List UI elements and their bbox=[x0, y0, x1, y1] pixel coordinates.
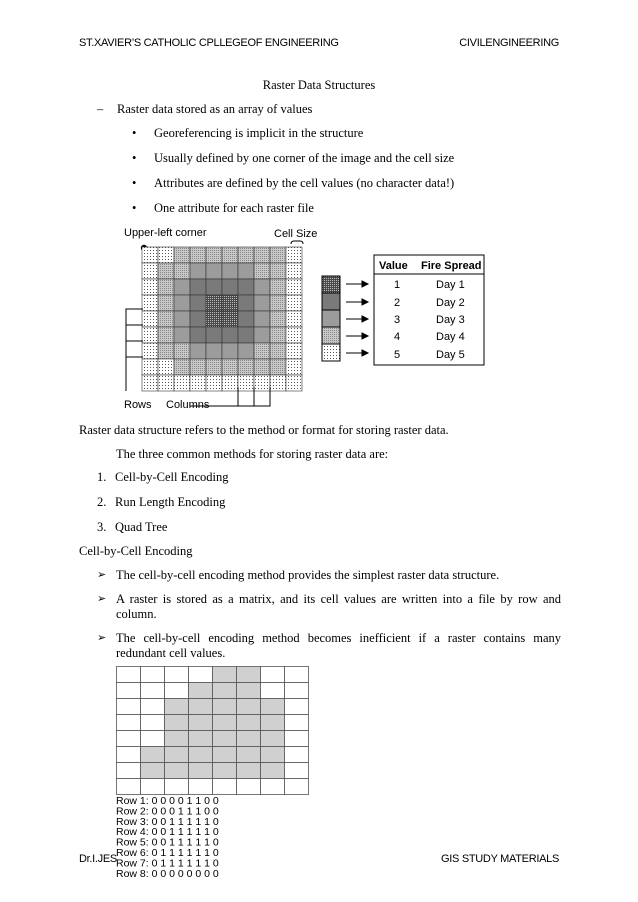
raster-cell bbox=[174, 327, 190, 343]
grid-cell bbox=[189, 667, 213, 683]
methods-list bbox=[97, 470, 229, 545]
raster-cell bbox=[206, 343, 222, 359]
grid-cell bbox=[261, 715, 285, 731]
raster-cell bbox=[142, 311, 158, 327]
point-item: ➢ The cell-by-cell encoding method provides the simplest raster data structure. bbox=[97, 568, 500, 582]
raster-cell bbox=[158, 311, 174, 327]
legend-swatches bbox=[322, 276, 340, 361]
raster-cell bbox=[270, 375, 286, 391]
raster-cell bbox=[206, 263, 222, 279]
raster-cell bbox=[190, 311, 206, 327]
grid-cell bbox=[117, 667, 141, 683]
raster-cell bbox=[270, 279, 286, 295]
grid-cell bbox=[141, 699, 165, 715]
legend-value: 1 bbox=[394, 279, 401, 291]
grid-cell bbox=[165, 699, 189, 715]
grid-cell bbox=[285, 779, 309, 795]
legend-value: 5 bbox=[394, 349, 401, 361]
raster-cell bbox=[158, 343, 174, 359]
grid-cell bbox=[141, 715, 165, 731]
raster-cell bbox=[174, 343, 190, 359]
raster-cell bbox=[238, 263, 254, 279]
raster-cell bbox=[142, 343, 158, 359]
grid-cell bbox=[189, 779, 213, 795]
raster-cell bbox=[206, 327, 222, 343]
raster-cell bbox=[190, 375, 206, 391]
grid-cell bbox=[213, 763, 237, 779]
raster-cell bbox=[286, 311, 302, 327]
grid-cell bbox=[237, 715, 261, 731]
raster-cell bbox=[174, 375, 190, 391]
raster-cell bbox=[190, 343, 206, 359]
raster-cell bbox=[158, 263, 174, 279]
raster-cell bbox=[174, 359, 190, 375]
raster-cell bbox=[206, 375, 222, 391]
upper-left-label: Upper-left corner bbox=[124, 227, 207, 239]
raster-cell bbox=[286, 279, 302, 295]
raster-cell bbox=[286, 295, 302, 311]
grid-cell bbox=[285, 731, 309, 747]
raster-cell bbox=[158, 295, 174, 311]
raster-cell bbox=[222, 375, 238, 391]
section-title: Raster Data Structures bbox=[262, 78, 376, 92]
grid-cell bbox=[165, 763, 189, 779]
raster-cell bbox=[190, 327, 206, 343]
raster-cell bbox=[190, 263, 206, 279]
subsection-title: Cell-by-Cell Encoding bbox=[79, 544, 193, 558]
grid-cell bbox=[165, 683, 189, 699]
raster-cell bbox=[238, 327, 254, 343]
raster-cell bbox=[254, 295, 270, 311]
raster-cell bbox=[238, 343, 254, 359]
raster-cell bbox=[286, 327, 302, 343]
grid-cell bbox=[237, 699, 261, 715]
raster-figure bbox=[116, 222, 496, 414]
raster-cell bbox=[238, 311, 254, 327]
raster-cell bbox=[238, 247, 254, 263]
points-list bbox=[97, 568, 561, 670]
raster-cell bbox=[142, 375, 158, 391]
grid-cell bbox=[213, 667, 237, 683]
grid-cell bbox=[189, 699, 213, 715]
paragraph-definition: Raster data structure refers to the method or format for storing raster data. bbox=[79, 423, 449, 437]
raster-cell bbox=[238, 375, 254, 391]
grid-cell bbox=[117, 699, 141, 715]
row-code: Row 8: 0 0 0 0 0 0 0 0 bbox=[116, 867, 219, 880]
raster-cell bbox=[142, 359, 158, 375]
header-right: CIVILENGINEERING bbox=[459, 37, 559, 49]
raster-cell bbox=[238, 295, 254, 311]
grid-cell bbox=[141, 683, 165, 699]
raster-cell bbox=[206, 279, 222, 295]
legend-spread: Day 2 bbox=[436, 297, 465, 309]
raster-cell bbox=[254, 263, 270, 279]
raster-cell bbox=[142, 295, 158, 311]
grid-cell bbox=[237, 747, 261, 763]
raster-cell bbox=[206, 247, 222, 263]
raster-cell bbox=[174, 279, 190, 295]
grid-cell bbox=[141, 667, 165, 683]
raster-cell bbox=[286, 359, 302, 375]
method-item: 1. Cell-by-Cell Encoding bbox=[97, 470, 229, 484]
raster-cell bbox=[286, 375, 302, 391]
dash-item bbox=[97, 102, 312, 117]
legend-spread: Day 1 bbox=[436, 279, 465, 291]
legend-spread: Day 5 bbox=[436, 349, 465, 361]
raster-cell bbox=[158, 359, 174, 375]
rows-label: Rows bbox=[124, 399, 152, 411]
grid-cell bbox=[189, 747, 213, 763]
method-item: 2. Run Length Encoding bbox=[97, 495, 226, 509]
grid-cell bbox=[165, 747, 189, 763]
raster-cell bbox=[286, 343, 302, 359]
legend-value: 2 bbox=[394, 297, 401, 309]
cell-size-label: Cell Size bbox=[274, 228, 318, 240]
grid-cell bbox=[261, 683, 285, 699]
raster-cell bbox=[286, 247, 302, 263]
raster-grid bbox=[142, 247, 302, 391]
row-codes bbox=[116, 795, 219, 880]
paragraph-methods-intro: The three common methods for storing raster data are: bbox=[116, 447, 389, 461]
row-code: Row 5: 0 0 1 1 1 1 1 0 bbox=[116, 836, 219, 849]
grid-cell bbox=[165, 667, 189, 683]
legend-value: 4 bbox=[394, 331, 401, 343]
grid-cell bbox=[237, 683, 261, 699]
raster-cell bbox=[286, 263, 302, 279]
raster-cell bbox=[190, 247, 206, 263]
raster-cell bbox=[206, 359, 222, 375]
grid-cell bbox=[261, 747, 285, 763]
dash-mark: – bbox=[97, 102, 104, 116]
grid-cell bbox=[117, 715, 141, 731]
bullet-item: • Usually defined by one corner of the image and the cell size bbox=[132, 151, 455, 165]
raster-cell bbox=[222, 327, 238, 343]
grid-cell bbox=[285, 747, 309, 763]
raster-cell bbox=[190, 359, 206, 375]
raster-cell bbox=[174, 263, 190, 279]
grid-cell bbox=[165, 779, 189, 795]
raster-cell bbox=[254, 247, 270, 263]
grid-cell bbox=[189, 683, 213, 699]
raster-cell bbox=[254, 327, 270, 343]
legend-table bbox=[374, 255, 484, 365]
grid-cell bbox=[237, 779, 261, 795]
raster-cell bbox=[142, 279, 158, 295]
row-code: Row 1: 0 0 0 0 1 1 0 0 bbox=[116, 795, 219, 807]
bullet-item: • Attributes are defined by the cell values (no character data!) bbox=[132, 176, 455, 190]
raster-cell bbox=[158, 327, 174, 343]
raster-cell bbox=[254, 343, 270, 359]
legend-header-spread: Fire Spread bbox=[421, 260, 482, 272]
point-item: ➢ The cell-by-cell encoding method becomes inefficient if a raster contains many redundant cell values. bbox=[97, 631, 561, 660]
raster-cell bbox=[270, 247, 286, 263]
grid-cell bbox=[189, 715, 213, 731]
grid-cell bbox=[237, 667, 261, 683]
raster-cell bbox=[158, 247, 174, 263]
raster-cell bbox=[270, 359, 286, 375]
cell-grid bbox=[117, 667, 309, 795]
raster-cell bbox=[174, 295, 190, 311]
raster-cell bbox=[222, 359, 238, 375]
grid-cell bbox=[117, 779, 141, 795]
raster-cell bbox=[190, 295, 206, 311]
raster-cell bbox=[158, 279, 174, 295]
bullet-item: • Georeferencing is implicit in the structure bbox=[132, 126, 364, 140]
grid-cell bbox=[213, 747, 237, 763]
arrow-bullet-icon: ➢ bbox=[97, 569, 107, 581]
raster-cell bbox=[142, 247, 158, 263]
legend-arrows bbox=[346, 281, 368, 356]
grid-cell bbox=[117, 747, 141, 763]
grid-cell bbox=[285, 667, 309, 683]
raster-cell bbox=[222, 279, 238, 295]
point-item: ➢ A raster is stored as a matrix, and its cell values are written into a file by row and column. bbox=[97, 592, 561, 621]
grid-cell bbox=[285, 699, 309, 715]
row-code: Row 3: 0 0 1 1 1 1 1 0 bbox=[116, 815, 219, 828]
grid-cell bbox=[189, 763, 213, 779]
legend-header-value: Value bbox=[379, 260, 408, 272]
grid-cell bbox=[141, 779, 165, 795]
grid-cell bbox=[261, 731, 285, 747]
raster-cell bbox=[238, 279, 254, 295]
row-code: Row 4: 0 0 1 1 1 1 1 0 bbox=[116, 826, 219, 839]
columns-label: Columns bbox=[166, 399, 210, 411]
grid-cell bbox=[261, 779, 285, 795]
raster-cell bbox=[270, 263, 286, 279]
dash-item-text: Raster data stored as an array of values bbox=[117, 102, 313, 116]
raster-cell bbox=[270, 343, 286, 359]
grid-cell bbox=[261, 699, 285, 715]
arrow-bullet-icon: ➢ bbox=[97, 593, 107, 605]
grid-cell bbox=[117, 731, 141, 747]
raster-cell bbox=[222, 247, 238, 263]
grid-cell bbox=[165, 715, 189, 731]
raster-cell bbox=[222, 263, 238, 279]
raster-cell bbox=[142, 263, 158, 279]
grid-cell bbox=[261, 667, 285, 683]
grid-cell bbox=[237, 731, 261, 747]
grid-cell bbox=[141, 731, 165, 747]
raster-cell bbox=[254, 359, 270, 375]
row-code: Row 7: 0 1 1 1 1 1 1 0 bbox=[116, 857, 219, 870]
grid-cell bbox=[285, 715, 309, 731]
grid-cell bbox=[213, 699, 237, 715]
grid-cell bbox=[261, 763, 285, 779]
grid-cell bbox=[285, 683, 309, 699]
legend-value: 3 bbox=[394, 314, 401, 326]
grid-cell bbox=[213, 779, 237, 795]
bullet-item: • One attribute for each raster file bbox=[132, 201, 314, 215]
raster-cell bbox=[238, 359, 254, 375]
raster-cell bbox=[270, 327, 286, 343]
raster-cell bbox=[142, 327, 158, 343]
raster-cell bbox=[222, 295, 238, 311]
legend-spread: Day 3 bbox=[436, 314, 465, 326]
raster-cell bbox=[174, 247, 190, 263]
raster-cell bbox=[254, 375, 270, 391]
grid-cell bbox=[141, 763, 165, 779]
cell-encoding-figure bbox=[116, 666, 312, 886]
grid-cell bbox=[213, 683, 237, 699]
grid-cell bbox=[237, 763, 261, 779]
raster-cell bbox=[270, 295, 286, 311]
grid-cell bbox=[141, 747, 165, 763]
raster-cell bbox=[206, 295, 222, 311]
bullet-list bbox=[132, 126, 454, 226]
header-left: ST.XAVIER’S CATHOLIC CPLLEGEOF ENGINEERING bbox=[79, 37, 339, 49]
grid-cell bbox=[165, 731, 189, 747]
method-item: 3. Quad Tree bbox=[97, 520, 168, 534]
row-code: Row 6: 0 1 1 1 1 1 1 0 bbox=[116, 847, 219, 859]
grid-cell bbox=[117, 683, 141, 699]
raster-cell bbox=[270, 311, 286, 327]
raster-cell bbox=[190, 279, 206, 295]
raster-cell bbox=[254, 279, 270, 295]
grid-cell bbox=[213, 715, 237, 731]
raster-cell bbox=[222, 343, 238, 359]
row-code: Row 2: 0 0 0 1 1 1 0 0 bbox=[116, 805, 219, 818]
raster-cell bbox=[222, 311, 238, 327]
footer-left: Dr.I.JES bbox=[79, 853, 117, 865]
raster-cell bbox=[206, 311, 222, 327]
grid-cell bbox=[285, 763, 309, 779]
grid-cell bbox=[189, 731, 213, 747]
legend-spread: Day 4 bbox=[436, 331, 465, 343]
raster-cell bbox=[254, 311, 270, 327]
grid-cell bbox=[117, 763, 141, 779]
raster-cell bbox=[158, 375, 174, 391]
arrow-bullet-icon: ➢ bbox=[97, 632, 107, 644]
grid-cell bbox=[213, 731, 237, 747]
raster-cell bbox=[174, 311, 190, 327]
footer-right: GIS STUDY MATERIALS bbox=[441, 853, 559, 865]
